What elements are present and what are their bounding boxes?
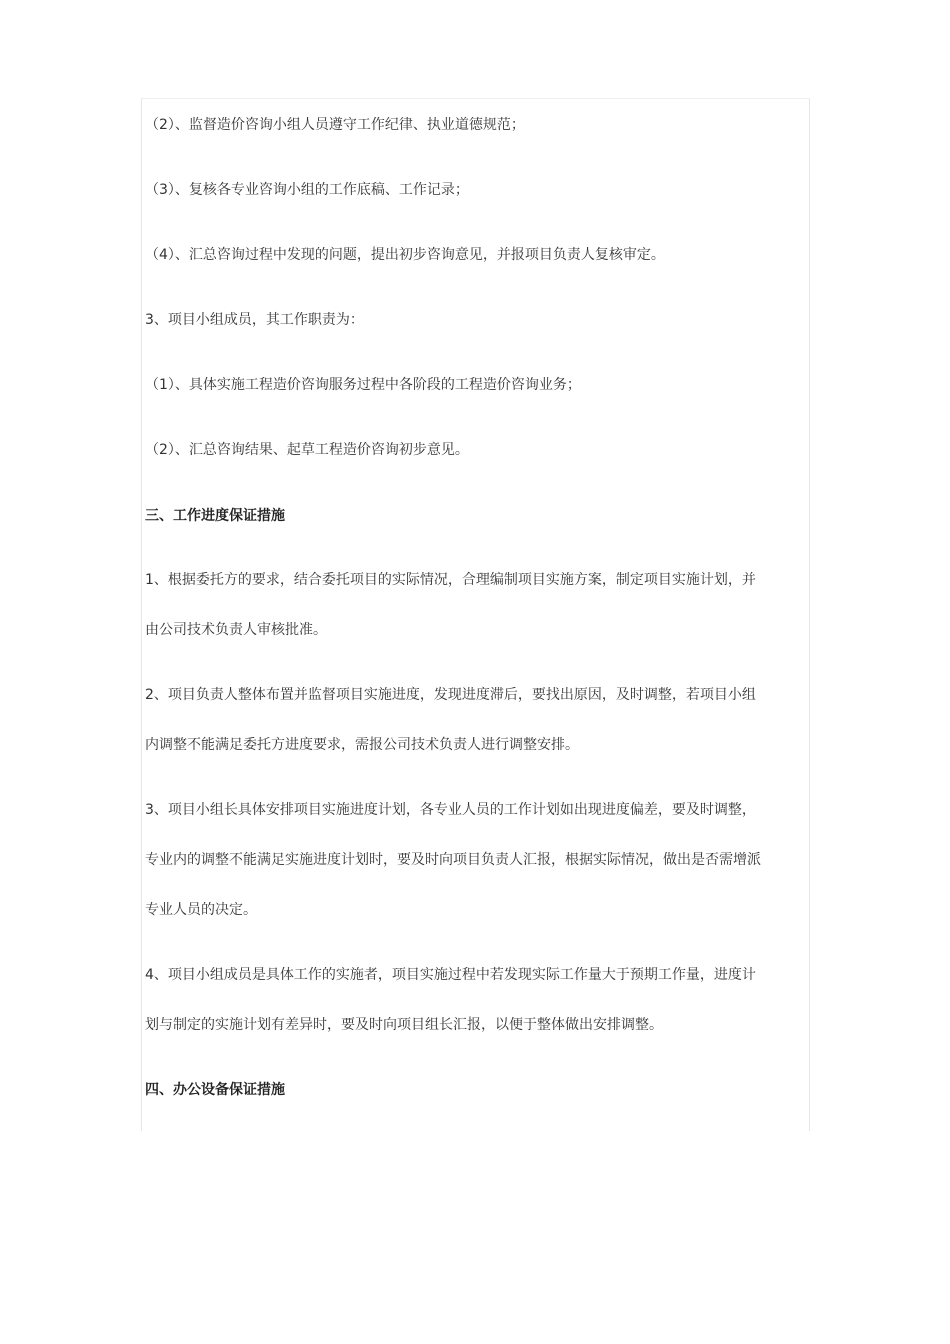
team-member-duties-heading: 3、项目小组成员，其工作职责为： (145, 312, 364, 328)
schedule-paragraph-1-line-2: 由公司技术负责人审核批准。 (145, 622, 327, 638)
schedule-paragraph-2-line-2: 内调整不能满足委托方进度要求，需报公司技术负责人进行调整安排。 (145, 737, 579, 753)
duty-item-4-summarize: （4）、汇总咨询过程中发现的问题，提出初步咨询意见，并报项目负责人复核审定。 (145, 247, 665, 263)
member-duty-1: （1）、具体实施工程造价咨询服务过程中各阶段的工程造价咨询业务； (145, 377, 581, 393)
schedule-paragraph-3-line-3: 专业人员的决定。 (145, 902, 257, 918)
member-duty-2: （2）、汇总咨询结果、起草工程造价咨询初步意见。 (145, 442, 469, 458)
duty-item-3-review: （3）、复核各专业咨询小组的工作底稿、工作记录； (145, 182, 469, 198)
schedule-paragraph-4-line-2: 划与制定的实施计划有差异时，要及时向项目组长汇报，以便于整体做出安排调整。 (145, 1017, 663, 1033)
schedule-paragraph-3-line-2: 专业内的调整不能满足实施进度计划时，要及时向项目负责人汇报，根据实际情况，做出是否需增派 (145, 852, 761, 868)
schedule-paragraph-1-line-1: 1、根据委托方的要求，结合委托项目的实际情况，合理编制项目实施方案，制定项目实施计划，并 (145, 572, 756, 588)
schedule-paragraph-4-line-1: 4、项目小组成员是具体工作的实施者，项目实施过程中若发现实际工作量大于预期工作量，进度计 (145, 967, 756, 983)
duty-item-2-supervise: （2）、监督造价咨询小组人员遵守工作纪律、执业道德规范； (145, 117, 525, 133)
schedule-paragraph-3-line-1: 3、项目小组长具体安排项目实施进度计划，各专业人员的工作计划如出现进度偏差，要及时调整， (145, 802, 756, 818)
section-heading-office-equipment: 四、办公设备保证措施 (145, 1082, 285, 1098)
schedule-paragraph-2-line-1: 2、项目负责人整体布置并监督项目实施进度，发现进度滞后，要找出原因，及时调整，若项目小组 (145, 687, 756, 703)
section-heading-schedule-assurance: 三、工作进度保证措施 (145, 508, 285, 524)
